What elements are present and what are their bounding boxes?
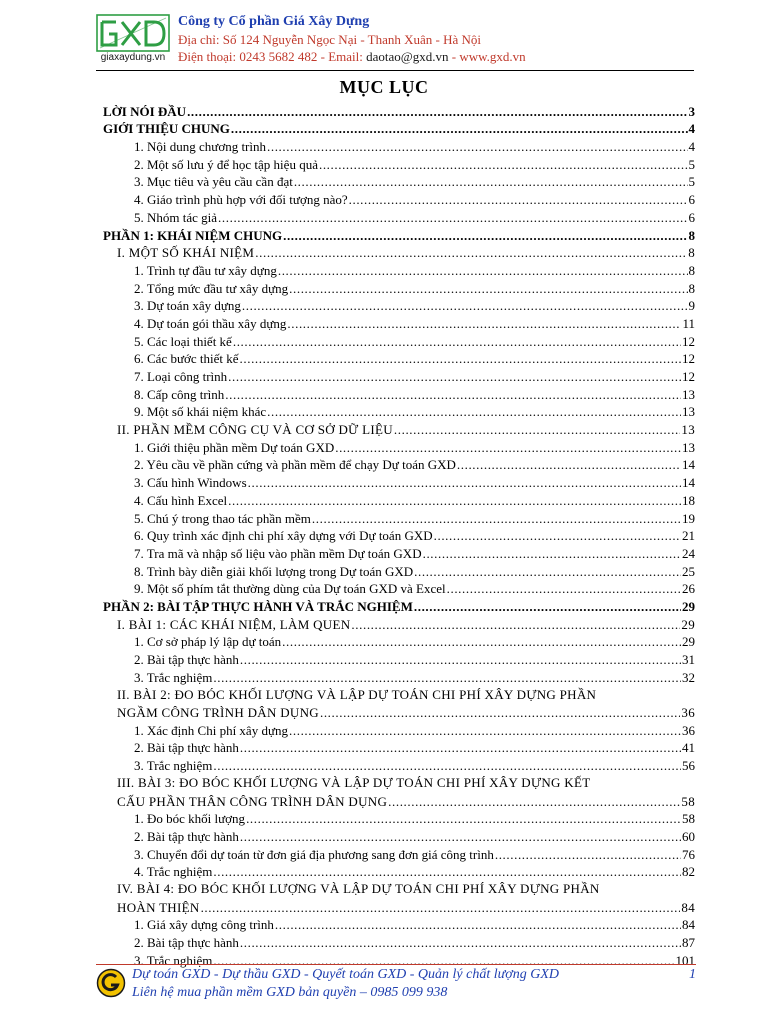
dot-leader bbox=[282, 633, 681, 650]
toc-entry[interactable] bbox=[103, 120, 695, 138]
toc-entry[interactable] bbox=[103, 863, 695, 881]
toc-entry[interactable] bbox=[103, 297, 695, 315]
toc-entry-title: 2. Một số lưu ý để học tập hiệu quả bbox=[134, 156, 318, 172]
toc-entry-page: 12 bbox=[682, 333, 695, 349]
toc-entry-title: 3. Trắc nghiệm bbox=[134, 758, 213, 774]
footer-divider bbox=[96, 964, 696, 965]
dot-leader bbox=[228, 492, 681, 509]
dot-leader bbox=[278, 262, 688, 279]
toc-entry-page: 29 bbox=[681, 616, 695, 632]
toc-entry[interactable] bbox=[103, 350, 695, 368]
logo-caption: giaxaydung.vn bbox=[100, 52, 166, 63]
toc-entry-page: 13 bbox=[681, 422, 695, 438]
toc-entry-title: 4. Dự toán gói thầu xây dựng bbox=[134, 315, 287, 331]
toc-entry[interactable] bbox=[103, 456, 695, 474]
toc-entry-page: 18 bbox=[682, 492, 695, 508]
toc-entry-page: 84 bbox=[682, 917, 695, 933]
toc-entry-title: 6. Quy trình xác định chi phí xây dựng với Dự toán GXD bbox=[134, 528, 433, 544]
dot-leader bbox=[289, 280, 687, 297]
toc-entry-page: 82 bbox=[682, 864, 695, 880]
toc-entry-title: PHẦN 1: KHÁI NIỆM CHUNG bbox=[103, 227, 283, 243]
toc-entry-page: 36 bbox=[682, 722, 695, 738]
dot-leader bbox=[213, 757, 681, 774]
toc-entry[interactable] bbox=[103, 385, 695, 403]
toc-entry-page: 12 bbox=[682, 369, 695, 384]
toc-entry-title: 5. Các loại thiết kế bbox=[134, 333, 232, 349]
toc-entry-title: NGẦM CÔNG TRÌNH DÂN DỤNG bbox=[117, 705, 319, 721]
toc-entry-page: 13 bbox=[682, 386, 695, 402]
toc-entry-page: 76 bbox=[682, 846, 695, 862]
toc-entry[interactable] bbox=[103, 580, 695, 598]
toc-entry-page: 8 bbox=[688, 280, 695, 296]
footer-contact: Liên hệ mua phần mềm GXD bản quyền – 0985 099 938 bbox=[132, 985, 448, 1000]
dot-leader bbox=[434, 527, 681, 544]
toc-entry-page: 87 bbox=[682, 935, 695, 950]
toc-entry-title: 3. Cấu hình Windows bbox=[134, 475, 247, 491]
dot-leader bbox=[242, 297, 688, 314]
toc-entry-page: 5 bbox=[688, 156, 695, 172]
toc-entry-page: 9 bbox=[688, 298, 695, 314]
dot-leader bbox=[319, 156, 688, 173]
toc-entry-title: I. MỘT SỐ KHÁI NIỆM bbox=[117, 245, 255, 261]
toc-entry-page: 8 bbox=[688, 227, 695, 243]
toc-entry-title: I. BÀI 1: CÁC KHÁI NIỆM, LÀM QUEN bbox=[117, 616, 351, 632]
toc-entry[interactable] bbox=[103, 332, 695, 350]
dot-leader bbox=[349, 191, 688, 208]
toc-entry[interactable] bbox=[103, 933, 695, 951]
dot-leader bbox=[187, 103, 687, 120]
dot-leader bbox=[201, 899, 681, 916]
toc-entry-title: 4. Giáo trình phù hợp với đối tượng nào? bbox=[134, 192, 348, 208]
toc-entry-page: 4 bbox=[688, 139, 695, 155]
toc-entry[interactable] bbox=[103, 190, 695, 208]
toc-entry[interactable] bbox=[103, 633, 695, 651]
toc-entry-page: 11 bbox=[682, 315, 695, 331]
toc-entry-page: 6 bbox=[688, 209, 695, 225]
toc-entry[interactable] bbox=[103, 438, 695, 456]
toc-entry-title: 2. Yêu cầu về phần cứng và phần mềm để chạy Dự toán GXD bbox=[134, 457, 456, 473]
footer-products: Dự toán GXD - Dự thầu GXD - Quyết toán GXD - Quản lý chất lượng GXD bbox=[132, 967, 559, 982]
toc-entry-first-line: II. BÀI 2: ĐO BÓC KHỐI LƯỢNG VÀ LẬP DỰ TOÁN CHI PHÍ XÂY DỰNG PHẦN bbox=[117, 686, 597, 702]
toc-entry-title: 2. Bài tập thực hành bbox=[134, 935, 239, 950]
toc-entry[interactable] bbox=[103, 898, 695, 916]
dot-leader bbox=[240, 651, 681, 668]
dot-leader bbox=[225, 386, 681, 403]
toc-entry-page: 58 bbox=[682, 811, 695, 827]
toc-entry-page: 56 bbox=[682, 758, 695, 774]
toc-entry[interactable] bbox=[103, 102, 695, 120]
toc-entry-title: 7. Loại công trình bbox=[134, 369, 228, 384]
toc-entry[interactable] bbox=[103, 544, 695, 562]
toc-entry-page: 8 bbox=[688, 245, 695, 261]
toc-entry-page: 29 bbox=[682, 598, 695, 614]
toc-entry[interactable] bbox=[103, 367, 695, 385]
toc-entry[interactable] bbox=[103, 137, 695, 155]
toc-entry[interactable] bbox=[103, 827, 695, 845]
dot-leader bbox=[447, 580, 681, 597]
dot-leader bbox=[218, 209, 687, 226]
toc-entry-first-line: IV. BÀI 4: ĐO BÓC KHỐI LƯỢNG VÀ LẬP DỰ TOÁN CHI PHÍ XÂY DỰNG PHẦN bbox=[117, 881, 600, 897]
toc-entry-title: 4. Cấu hình Excel bbox=[134, 492, 228, 508]
toc-entry[interactable] bbox=[103, 739, 695, 757]
toc-entry-page: 14 bbox=[682, 475, 695, 491]
toc-entry[interactable] bbox=[103, 155, 695, 173]
toc-entry-page: 58 bbox=[681, 793, 695, 809]
company-contact bbox=[178, 49, 526, 65]
toc-entry-title: 2. Bài tập thực hành bbox=[134, 740, 239, 756]
dot-leader bbox=[240, 934, 681, 951]
dot-leader bbox=[255, 244, 687, 261]
toc-entry-page: 31 bbox=[682, 652, 695, 667]
toc-entry-title: 9. Một số phím tắt thường dùng của Dự toán GXD và Excel bbox=[134, 581, 446, 597]
toc-entry-page: 12 bbox=[682, 351, 695, 367]
toc-entry[interactable] bbox=[103, 279, 695, 297]
toc-entry-page: 4 bbox=[688, 121, 695, 137]
toc-entry[interactable] bbox=[103, 845, 695, 863]
toc-entry-title: 3. Mục tiêu và yêu cầu cần đạt bbox=[134, 174, 293, 190]
toc-entry-title: 5. Chú ý trong thao tác phần mềm bbox=[134, 510, 311, 526]
dot-leader bbox=[228, 368, 681, 385]
toc-entry-page: 14 bbox=[682, 457, 695, 473]
dot-leader bbox=[495, 846, 681, 863]
contact-phone-email-label: Điện thoại: 0243 5682 482 - Email: bbox=[178, 49, 367, 64]
toc-entry[interactable] bbox=[103, 916, 695, 934]
toc-entry-page: 36 bbox=[681, 705, 695, 721]
toc-entry[interactable] bbox=[103, 562, 695, 580]
table-of-contents bbox=[103, 102, 695, 969]
toc-entry-title: 4. Trắc nghiệm bbox=[134, 864, 213, 880]
dot-leader bbox=[283, 227, 687, 244]
toc-entry[interactable] bbox=[103, 527, 695, 545]
toc-entry[interactable] bbox=[103, 756, 695, 774]
dot-leader bbox=[213, 863, 681, 880]
toc-entry-page: 26 bbox=[682, 581, 695, 597]
toc-entry-title: 1. Nội dung chương trình bbox=[134, 139, 266, 155]
gxd-footer-logo-icon bbox=[96, 968, 126, 998]
toc-entry-page: 101 bbox=[675, 952, 695, 968]
toc-entry[interactable] bbox=[103, 314, 695, 332]
toc-entry[interactable] bbox=[103, 721, 695, 739]
dot-leader bbox=[457, 456, 681, 473]
toc-entry[interactable] bbox=[103, 703, 695, 721]
dot-leader bbox=[414, 563, 681, 580]
toc-entry-title: 2. Tổng mức đầu tư xây dựng bbox=[134, 280, 289, 296]
toc-entry-title: 1. Trình tự đầu tư xây dựng bbox=[134, 262, 277, 278]
toc-entry-title: 9. Một số khái niệm khác bbox=[134, 404, 267, 420]
toc-entry[interactable] bbox=[103, 792, 695, 810]
dot-leader bbox=[351, 616, 680, 633]
toc-entry[interactable] bbox=[103, 420, 695, 438]
toc-entry[interactable] bbox=[103, 244, 695, 262]
toc-entry-page: 32 bbox=[682, 669, 695, 685]
toc-entry[interactable] bbox=[103, 597, 695, 615]
toc-entry-page: 60 bbox=[682, 828, 695, 844]
letterhead bbox=[96, 12, 696, 68]
toc-entry-title: GIỚI THIỆU CHUNG bbox=[103, 121, 230, 137]
toc-entry-title: 8. Cấp công trình bbox=[134, 386, 225, 402]
toc-entry[interactable] bbox=[103, 810, 695, 828]
toc-entry-page: 13 bbox=[682, 404, 695, 420]
header-divider bbox=[96, 70, 694, 71]
dot-leader bbox=[312, 510, 681, 527]
toc-entry[interactable] bbox=[103, 403, 695, 421]
toc-entry-page: 19 bbox=[682, 510, 695, 526]
dot-leader bbox=[213, 669, 681, 686]
dot-leader bbox=[388, 793, 680, 810]
toc-entry-title: II. PHẦN MỀM CÔNG CỤ VÀ CƠ SỞ DỮ LIỆU bbox=[117, 422, 393, 438]
toc-entry[interactable] bbox=[103, 615, 695, 633]
company-name: Công ty Cổ phần Giá Xây Dựng bbox=[178, 14, 370, 29]
toc-entry[interactable] bbox=[103, 668, 695, 686]
contact-website: - www.gxd.vn bbox=[448, 49, 526, 64]
dot-leader bbox=[294, 173, 688, 190]
toc-entry-title: 1. Xác định Chi phí xây dựng bbox=[134, 722, 289, 738]
toc-entry-title: LỜI NÓI ĐẦU bbox=[103, 103, 187, 119]
dot-leader bbox=[231, 120, 688, 137]
toc-title: MỤC LỤC bbox=[339, 77, 429, 97]
toc-entry-title: 8. Trình bày diễn giải khối lượng trong Dự toán GXD bbox=[134, 563, 414, 579]
toc-entry-title: 3. Chuyển đổi dự toán từ đơn giá địa phương sang đơn giá công trình bbox=[134, 846, 494, 862]
toc-entry-page: 24 bbox=[682, 545, 695, 561]
contact-email: daotao@gxd.vn bbox=[366, 49, 449, 64]
toc-entry-title: 1. Giới thiệu phần mềm Dự toán GXD bbox=[134, 439, 335, 455]
toc-entry[interactable] bbox=[103, 650, 695, 668]
toc-entry-title: 3. Trắc nghiệm bbox=[134, 669, 213, 685]
dot-leader bbox=[267, 138, 688, 155]
dot-leader bbox=[335, 439, 681, 456]
company-address: Địa chỉ: Số 124 Nguyễn Ngọc Nại - Thanh Xuân - Hà Nội bbox=[178, 32, 482, 47]
toc-entry-title: HOÀN THIỆN bbox=[117, 899, 200, 915]
toc-entry-title: 3. Trắc nghiệm bbox=[134, 952, 213, 968]
toc-entry-title: 5. Nhóm tác giả bbox=[134, 209, 218, 225]
dot-leader bbox=[287, 315, 681, 332]
toc-entry[interactable] bbox=[103, 173, 695, 191]
dot-leader bbox=[320, 704, 680, 721]
toc-entry-title: 1. Đo bóc khối lượng bbox=[134, 811, 246, 827]
toc-entry-page: 84 bbox=[681, 899, 695, 915]
toc-entry-title: CẤU PHẦN THÂN CÔNG TRÌNH DÂN DỤNG bbox=[117, 793, 388, 809]
toc-entry-first-line: III. BÀI 3: ĐO BÓC KHỐI LƯỢNG VÀ LẬP DỰ TOÁN CHI PHÍ XÂY DỰNG KẾT bbox=[117, 775, 591, 791]
dot-leader bbox=[248, 474, 681, 491]
dot-leader bbox=[240, 828, 681, 845]
toc-entry-title: 1. Giá xây dựng công trình bbox=[134, 917, 274, 933]
toc-entry-page: 8 bbox=[688, 262, 695, 278]
dot-leader bbox=[267, 403, 681, 420]
dot-leader bbox=[240, 739, 681, 756]
dot-leader bbox=[233, 333, 681, 350]
dot-leader bbox=[289, 722, 681, 739]
toc-entry[interactable] bbox=[103, 226, 695, 244]
toc-entry[interactable] bbox=[103, 208, 695, 226]
page-number: 1 bbox=[689, 967, 696, 982]
dot-leader bbox=[414, 598, 681, 615]
toc-entry-page: 29 bbox=[682, 634, 695, 650]
toc-entry-title: 7. Tra mã và nhập số liệu vào phần mềm Dự toán GXD bbox=[134, 545, 422, 561]
toc-entry-page: 6 bbox=[688, 192, 695, 208]
dot-leader bbox=[240, 350, 681, 367]
toc-entry[interactable] bbox=[103, 491, 695, 509]
toc-entry-title: 1. Cơ sở pháp lý lập dự toán bbox=[134, 634, 282, 650]
toc-entry-page: 5 bbox=[688, 174, 695, 190]
toc-entry-page: 25 bbox=[682, 563, 695, 579]
dot-leader bbox=[394, 421, 680, 438]
toc-entry[interactable] bbox=[103, 509, 695, 527]
toc-entry-title: 2. Bài tập thực hành bbox=[134, 828, 239, 844]
toc-entry[interactable] bbox=[103, 261, 695, 279]
dot-leader bbox=[275, 916, 681, 933]
dot-leader bbox=[246, 810, 681, 827]
toc-entry-title: 6. Các bước thiết kế bbox=[134, 351, 239, 367]
toc-entry-page: 21 bbox=[682, 528, 695, 544]
toc-entry-page: 13 bbox=[682, 439, 695, 455]
toc-entry-title: 3. Dự toán xây dựng bbox=[134, 298, 241, 314]
dot-leader bbox=[423, 545, 681, 562]
toc-entry-title: PHẦN 2: BÀI TẬP THỰC HÀNH VÀ TRẮC NGHIỆM bbox=[103, 598, 413, 614]
toc-entry[interactable] bbox=[103, 473, 695, 491]
toc-entry-page: 41 bbox=[682, 740, 695, 756]
toc-entry-title: 2. Bài tập thực hành bbox=[134, 652, 239, 667]
toc-entry-page: 3 bbox=[688, 103, 695, 119]
